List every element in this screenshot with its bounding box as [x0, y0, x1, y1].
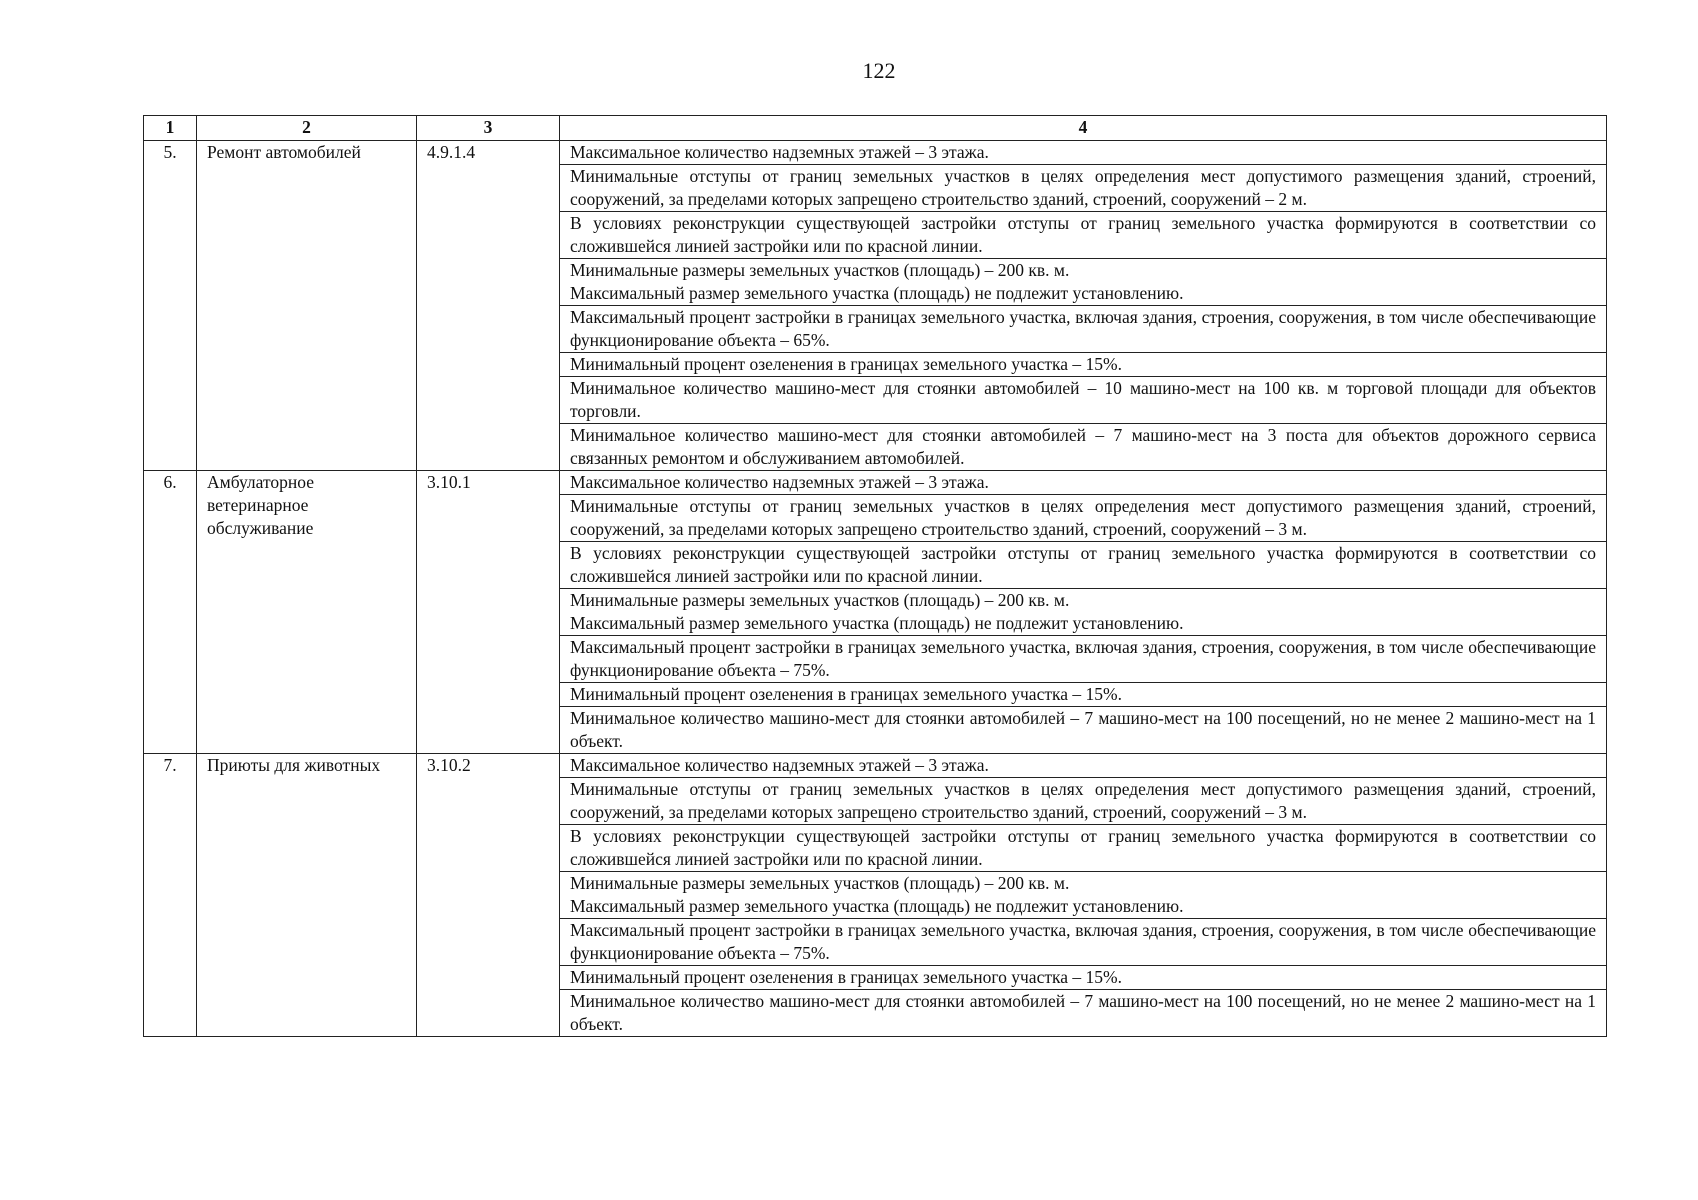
requirement-cell	[560, 542, 1607, 589]
requirement-cell	[560, 165, 1607, 212]
requirement-text: Минимальные размеры земельных участков (площадь) – 200 кв. м.	[570, 873, 1070, 893]
requirement-cell	[560, 259, 1607, 306]
requirement-cell	[560, 919, 1607, 966]
requirement-text: Минимальные размеры земельных участков (площадь) – 200 кв. м.	[570, 260, 1070, 280]
use-type-code: 3.10.2	[417, 754, 560, 1037]
use-type-name: Приюты для животных	[197, 754, 417, 1037]
requirement-text: Минимальный процент озеленения в границах земельного участка – 15%.	[570, 684, 1122, 704]
requirement-text: Минимальные размеры земельных участков (площадь) – 200 кв. м.	[570, 590, 1070, 610]
requirement-text: Минимальные отступы от границ земельных участков в целях определения мест допустимого размещения зданий, строений, сооружений, за пределами которых запрещено строительство зданий, строений, сооружений – 3 м.	[570, 496, 1596, 539]
requirement-text: Минимальные отступы от границ земельных участков в целях определения мест допустимого размещения зданий, строений, сооружений, за пределами которых запрещено строительство зданий, строений, сооружений – 2 м.	[570, 166, 1596, 209]
use-type-name: Амбулаторное ветеринарное обслуживание	[197, 471, 417, 754]
use-type-name: Ремонт автомобилей	[197, 141, 417, 471]
requirement-text: Максимальный процент застройки в границах земельного участка, включая здания, строения, сооружения, в том числе обеспечивающие функционирование объекта – 75%.	[570, 920, 1596, 963]
requirement-cell	[560, 141, 1607, 165]
page-number: 122	[862, 58, 896, 83]
table-row	[144, 141, 1607, 165]
table-body	[144, 141, 1607, 1037]
requirement-text: В условиях реконструкции существующей застройки отступы от границ земельного участка формируются в соответствии со сложившейся линией застройки или по красной линии.	[570, 543, 1596, 586]
use-type-code: 4.9.1.4	[417, 141, 560, 471]
requirement-text: Максимальный размер земельного участка (площадь) не подлежит установлению.	[570, 896, 1184, 916]
requirement-text: Максимальный размер земельного участка (площадь) не подлежит установлению.	[570, 613, 1184, 633]
column-header: 4	[560, 116, 1607, 141]
requirement-text: Минимальное количество машино-мест для стоянки автомобилей – 7 машино-мест на 3 поста для объектов дорожного сервиса связанных ремонтом и обслуживанием автомобилей.	[570, 425, 1596, 468]
regulations-table	[143, 115, 1607, 1037]
requirement-cell	[560, 778, 1607, 825]
table-row	[144, 754, 1607, 778]
row-number: 6.	[144, 471, 197, 754]
requirement-text: Минимальный процент озеленения в границах земельного участка – 15%.	[570, 354, 1122, 374]
requirement-text: Минимальные отступы от границ земельных участков в целях определения мест допустимого размещения зданий, строений, сооружений, за пределами которых запрещено строительство зданий, строений, сооружений – 3 м.	[570, 779, 1596, 822]
requirement-cell	[560, 966, 1607, 990]
requirement-cell	[560, 754, 1607, 778]
requirement-cell	[560, 424, 1607, 471]
requirement-cell	[560, 495, 1607, 542]
requirement-cell	[560, 589, 1607, 636]
requirement-cell	[560, 306, 1607, 353]
row-number: 5.	[144, 141, 197, 471]
requirement-cell	[560, 872, 1607, 919]
column-header: 1	[144, 116, 197, 141]
requirement-cell	[560, 212, 1607, 259]
requirement-cell	[560, 377, 1607, 424]
requirement-text: Максимальный процент застройки в границах земельного участка, включая здания, строения, сооружения, в том числе обеспечивающие функционирование объекта – 75%.	[570, 637, 1596, 680]
table-row	[144, 471, 1607, 495]
use-type-code: 3.10.1	[417, 471, 560, 754]
requirement-text: В условиях реконструкции существующей застройки отступы от границ земельного участка формируются в соответствии со сложившейся линией застройки или по красной линии.	[570, 213, 1596, 256]
requirement-cell	[560, 825, 1607, 872]
requirement-cell	[560, 636, 1607, 683]
requirement-cell	[560, 683, 1607, 707]
table-header-row	[144, 116, 1607, 141]
requirement-text: Минимальный процент озеленения в границах земельного участка – 15%.	[570, 967, 1122, 987]
column-header: 2	[197, 116, 417, 141]
requirement-text: Максимальное количество надземных этажей – 3 этажа.	[570, 755, 989, 775]
requirement-cell	[560, 707, 1607, 754]
requirement-text: Минимальное количество машино-мест для стоянки автомобилей – 7 машино-мест на 100 посещений, но не менее 2 машино-мест на 1 объект.	[570, 708, 1596, 751]
requirement-text: Максимальное количество надземных этажей – 3 этажа.	[570, 142, 989, 162]
requirement-cell	[560, 353, 1607, 377]
requirement-text: Минимальное количество машино-мест для стоянки автомобилей – 7 машино-мест на 100 посещений, но не менее 2 машино-мест на 1 объект.	[570, 991, 1596, 1034]
row-number: 7.	[144, 754, 197, 1037]
requirement-text: Максимальный процент застройки в границах земельного участка, включая здания, строения, сооружения, в том числе обеспечивающие функционирование объекта – 65%.	[570, 307, 1596, 350]
requirement-text: Максимальное количество надземных этажей – 3 этажа.	[570, 472, 989, 492]
requirement-cell	[560, 471, 1607, 495]
requirement-cell	[560, 990, 1607, 1037]
requirement-text: В условиях реконструкции существующей застройки отступы от границ земельного участка формируются в соответствии со сложившейся линией застройки или по красной линии.	[570, 826, 1596, 869]
column-header: 3	[417, 116, 560, 141]
requirement-text: Максимальный размер земельного участка (площадь) не подлежит установлению.	[570, 283, 1184, 303]
requirement-text: Минимальное количество машино-мест для стоянки автомобилей – 10 машино-мест на 100 кв. м торговой площади для объектов торговли.	[570, 378, 1596, 421]
